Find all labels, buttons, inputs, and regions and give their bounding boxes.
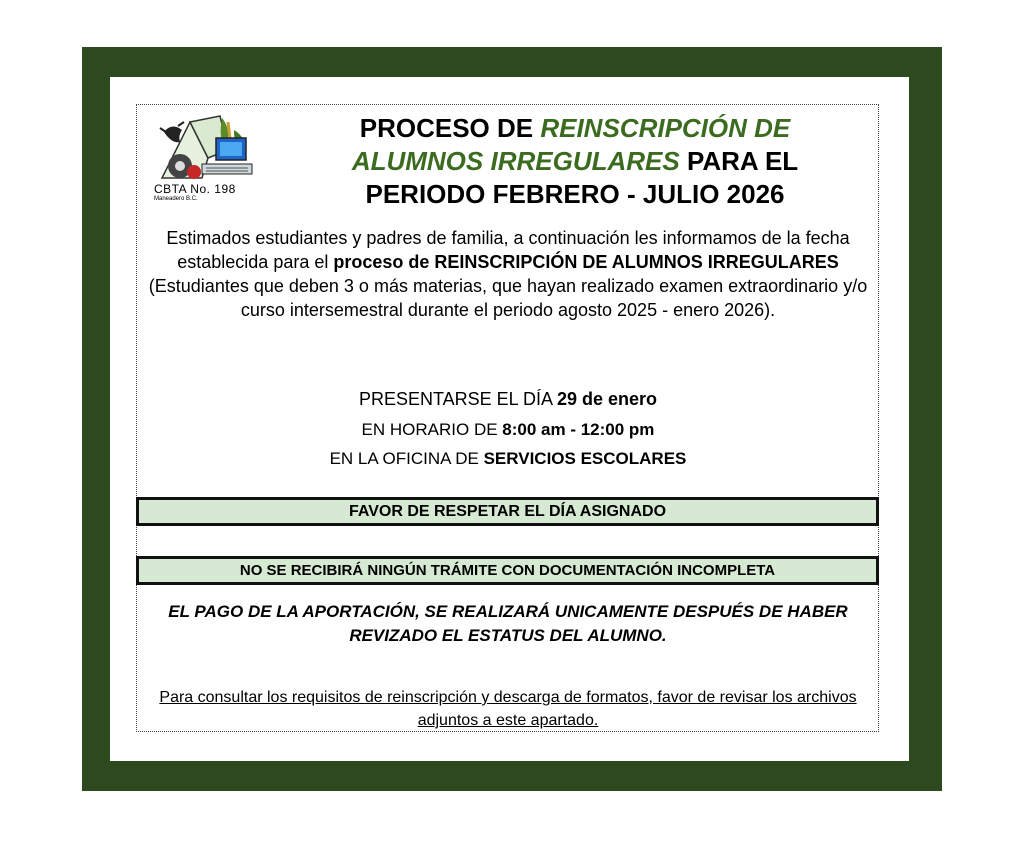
- day-value: 29 de enero: [557, 389, 658, 409]
- respect-day-notice: FAVOR DE RESPETAR EL DÍA ASIGNADO: [136, 497, 879, 526]
- school-logo: [150, 110, 270, 202]
- title-part2: PARA EL: [679, 146, 799, 176]
- schedule-time: [140, 420, 876, 440]
- title-green1: REINSCRIPCIÓN DE: [540, 113, 791, 143]
- payment-note: EL PAGO DE LA APORTACIÓN, SE REALIZARÁ UNICAMENTE DESPUÉS DE HABER REVIZADO EL ESTATUS DEL ALUMNO.: [168, 602, 848, 645]
- intro-bold: proceso de REINSCRIPCIÓN DE ALUMNOS IRREGULARES: [333, 252, 839, 272]
- incomplete-docs-notice: NO SE RECIBIRÁ NINGÚN TRÁMITE CON DOCUMENTACIÓN INCOMPLETA: [136, 556, 879, 585]
- title-green2: ALUMNOS IRREGULARES: [351, 146, 680, 176]
- day-label: PRESENTARSE EL DÍA: [358, 389, 557, 409]
- title-period: PERIODO FEBRERO - JULIO 2026: [365, 179, 785, 209]
- intro-text1: Estimados estudiantes y padres de familia, a continuación les informamos de la fecha establecida para el: [166, 228, 850, 272]
- intro-text2: (Estudiantes que deben 3 o más materias, que hayan realizado examen extraordinario y/o curso intersemestral durante el periodo agosto 2025 - enero 2026).: [148, 276, 868, 320]
- title-part1: PROCESO DE: [359, 113, 541, 143]
- schedule-day: [140, 389, 876, 410]
- logo-name: CBTA No. 198: [154, 182, 236, 196]
- consult-note: Para consultar los requisitos de reinscripción y descarga de formatos, favor de revisar los archivos adjuntos a este apartado.: [159, 689, 857, 729]
- office-label: EN LA OFICINA DE: [329, 449, 484, 468]
- time-label: EN HORARIO DE: [361, 420, 503, 439]
- schedule-office: [140, 449, 876, 469]
- intro-paragraph: [140, 226, 876, 322]
- time-value: 8:00 am - 12:00 pm: [502, 420, 655, 439]
- logo-location: Maneadero B.C.: [154, 196, 198, 202]
- page-title: [300, 112, 850, 211]
- office-value: SERVICIOS ESCOLARES: [483, 449, 687, 468]
